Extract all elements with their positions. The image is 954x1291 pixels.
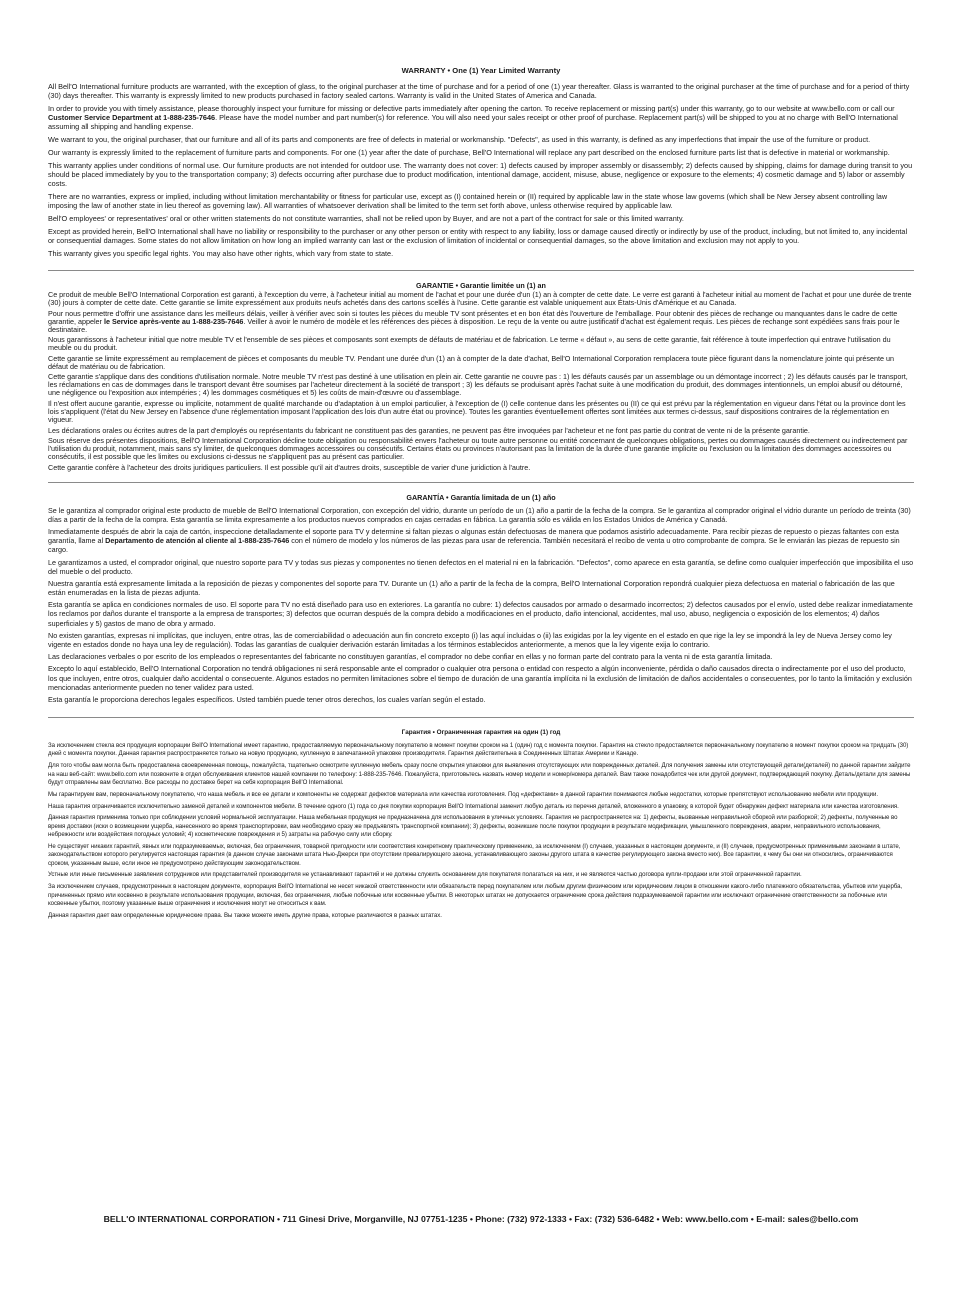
section-divider	[48, 270, 914, 271]
spanish-paragraph: Esta garantía se aplica en condiciones normales de uso. El soporte para TV no está diseñado para uso en exteriores. La garantía no cubre: 1) defectos causados por armado o desarmado incorrectos; 2) defectos causados por el envío, usted debe realizar inmediatamente los reclamos por daños durante el transporte a la empresa de transportes; 3) defectos que ocurran después de la compra debido a modificaciones en el producto, daño intencional, accidentes, mal uso, abuso, negligencia o exposición de los elementos; 4) daños superficiales y 5) gastos de mano de obra y armado.	[48, 600, 913, 628]
french-paragraph: Cette garantie s'applique dans des conditions d'utilisation normale. Notre meuble TV n'est pas destiné à une utilisation en plein air. Cette garantie ne couvre pas : 1) les défauts causés par un assemblage ou un démontage incorrect ; 2) les défauts causés par le transport, les réclamations en cas de dommages dans le transport devant être soumises par l'acheteur directement à la société de transport ; 3) les défauts se produisant après l'achat suite à une modification du produit, des dommages intentionnels, un emploi abusif ou détourné, une négligence ou l'exposition aux intempéries ; 4) les dommages cosmétiques et 5) les coûts de main-d'œuvre ou d'assemblage.	[48, 372, 908, 398]
company-contact-footer: BELL'O INTERNATIONAL CORPORATION • 711 Ginesi Drive, Morganville, NJ 07751-1235 • Phone: (732) 972-1333 • Fax: (732) 536-6482 • Web: www.bello.com • E-mail: sales@bello.com	[103, 1214, 859, 1224]
spanish-warranty-title: GARANTÍA • Garantía limitada de un (1) año	[406, 492, 556, 502]
spanish-paragraph: Nuestra garantía está expresamente limitada a la reposición de piezas y componentes del soporte para TV. Durante un (1) año a partir de la fecha de la compra, Bell'O International Corporation repondrá cualquier pieza defectuosa en material o fabricación de las que están enumeradas en la lista de piezas adjunta.	[48, 578, 895, 598]
russian-paragraph: Данная гарантия дает вам определенные юридические права. Вы также можете иметь другие права, которые различаются в разных штатах.	[48, 911, 442, 919]
french-paragraph: Pour nous permettre d'offrir une assistance dans les meilleurs délais, veiller à vérifier avec soin si toutes les pièces du meuble TV sont présentes et en bon état dès l'ouverture de l'emballage. Pour obtenir des pièces de rechange ou manquantes dans le cadre de cette garantie, appeler le Service après-vente au 1-888-235-7646. Veiller à avoir le numéro de modèle et les références des pièces à disposition. Le reçu de la vente ou autre justificatif d'achat est également requis. Les pièces de rechange sont expédiées sans frais pour le destinataire.	[48, 308, 900, 334]
english-paragraph: All Bell'O International furniture products are warranted, with the exception of glass, to the original purchaser at the time of purchase and for a period of one (1) year thereafter. Glass is warranted to the original purchaser at the time of purchase and for a period of thirty (30) days thereafter. This warranty is expressly limited to new products purchased in factory sealed cartons. Warranty is valid in the United States of America and Canada.	[48, 82, 910, 100]
russian-paragraph: Не существует никаких гарантий, явных или подразумеваемых, включая, без ограничения, товарной пригодности или соответствия конкретному практическому применению, за исключением (I) случаев, указанных в настоящем документе, и (II) случаев, предусмотренных применимыми законами в штате, законодательством которого регулируется настоящая гарантия (в данном случае законами штата Нью-Джерси при отсутствии превалирующего закона, устанавливающего законы другого штата в качестве регулирующего закона вместо них). Все гарантии, к чему бы они ни относились, ограничиваются сроком, указанным выше, если иное не предусмотрено действующим законодательством.	[48, 842, 901, 867]
customer-service-phone: le Service après-vente au 1-888-235-7646	[103, 316, 244, 326]
english-paragraph: We warrant to you, the original purchaser, that our furniture and all of its parts and components are free of defects in material or workmanship. "Defects", as used in this warranty, is defined as any imperfections that impair the use of the furniture or product.	[48, 134, 871, 144]
english-warranty-title: WARRANTY • One (1) Year Limited Warranty	[401, 66, 561, 75]
french-paragraph: Nous garantissons à l'acheteur initial que notre meuble TV et l'ensemble de ses pièces et composants sont exempts de défauts de matériau et de fabrication. Le terme « défaut », au sens de cette garantie, fait référence à toute imperfection qui entrave l'utilisation du meuble ou du produit.	[48, 335, 891, 353]
french-paragraph: Cette garantie se limite expressément au remplacement de pièces et composants du meuble TV. Pendant une durée d'un (1) an à compter de la date d'achat, Bell'O International Corporation remplacera toute pièce figurant dans la nomenclature jointe qui présente un défaut de matériau ou de fabrication.	[48, 353, 894, 371]
english-warranty-section	[48, 66, 914, 259]
french-paragraph: Il n'est offert aucune garantie, expresse ou implicite, notamment de qualité marchande ou d'adaptation à un emploi particulier, à l'exception de (I) celle contenue dans les présentes ou (II) ce qui est prévu par la réglementation en vigueur dans l'état ou la province dont les lois s'appliquent (l'état du New Jersey en l'absence d'une réglementation imposant l'application des lois d'un autre état ou province). Toutes les garanties éventuellement offertes sont limitées aux termes ci-dessus, sauf dispositions contraires de la réglementation en vigueur.	[48, 398, 906, 424]
french-warranty-section	[48, 281, 914, 472]
russian-paragraph: За исключением случаев, предусмотренных в настоящем документе, корпорация Bell'O International не несет никакой ответственности или обязательств перед покупателем или любым другим физическим или юридическим лицом в отношении какого-либо платежного обязательства, убытков или ущерба, причиненных прямо или косвенно в результате использования продукции, включая, без ограничения, любые побочные или косвенные убытки. В некоторых штатах не допускается ограничение срока действия подразумеваемой гарантии или исключают ограничение ответственности за побочные или косвенные убытки, поэтому указанные выше ограничения и исключения могут не относиться к вам.	[48, 883, 903, 907]
english-paragraph: In order to provide you with timely assistance, please thoroughly inspect your furniture for missing or defective parts immediately after opening the carton. To receive replacement or missing part(s) under this warranty, go to our website at www.bello.com or call our Customer Service Department at 1-888-235-7646. Please have the model number and part number(s) for reference. You will also need your sales receipt or other proof of purchase. Replacement part(s) will be shipped to you at no charge with Bell'O International assuming all shipping and handling expense.	[48, 104, 898, 131]
spanish-paragraph: No existen garantías, expresas ni implícitas, que incluyen, entre otras, las de comerciabilidad o adecuación aun fin concreto excepto (i) las aquí incluidas o (ii) las exigidas por la ley vigente en el estado en que rige la ley se impondrá la ley de Nueva Jersey como ley vigente en estados donde no haya una ley de regulación). Todas las garantías de cualquier derivación estarán limitadas a los términos establecidos anteriormente, a menos que la ley vigente exija lo contrario.	[48, 630, 892, 649]
french-paragraph: Les déclarations orales ou écrites autres de la part d'employés ou représentants du fabricant ne constituent pas des garanties, ne peuvent pas être invoquées par l'acheteur et ne font pas partie du contrat de vente ni de la présente garantie.	[48, 425, 810, 435]
french-paragraph: Cette garantie confère à l'acheteur des droits juridiques particuliers. Il est possible qu'il ait d'autres droits, susceptible de varier d'une juridiction à l'autre.	[48, 462, 531, 472]
customer-service-phone: Customer Service Department at 1-888-235-7646	[48, 112, 216, 122]
english-paragraph: This warranty gives you specific legal rights. You may also have other rights, which vary from state to state.	[48, 249, 394, 259]
customer-service-phone: Departamento de atención al cliente al 1-888-235-7646	[105, 536, 290, 546]
spanish-paragraph: Se le garantiza al comprador original este producto de mueble de Bell'O International Corporation, con excepción del vidrio, durante un período de un (1) año a partir de la fecha de la compra. Se le garantiza al comprador original el vidrio durante un período de treinta (30) días a partir de la fecha de la compra. Esta garantía se limita expresamente a los productos nuevos comprados en cajas cerradas en fábrica. La garantía sólo es válida en los Estados Unidos de América y Canadá.	[48, 505, 911, 524]
english-paragraph: Except as provided herein, Bell'O International shall have no liability or responsibility to the purchaser or any other person or entity with respect to any liability, loss or damage caused directly or indirectly by use of the product, including, but not limited to, any incidental or consequential damages. Some states do not allow limitation on how long an implied warranty can last or the exclusion of limitation of incidental or consequential damages, so the above limitation and exclusion may not apply to you.	[48, 227, 908, 245]
russian-paragraph: За исключением стекла вся продукция корпорации Bell'O International имеет гарантию, предоставляемую первоначальному покупателю в момент покупки сроком на 1 (один) год с момента покупки. Гарантия на стекло предоставляется первоначальному покупателю в момент покупки сроком на тридцать (30) дней с момента покупки. Данная гарантия распространяется только на новую продукцию, купленную в запечатанной упаковке производителя. Гарантия действительна в Соединенных Штатах Америки и Канаде.	[48, 742, 909, 758]
warranty-document	[48, 66, 914, 924]
section-divider	[48, 717, 914, 718]
section-divider	[48, 482, 914, 483]
spanish-paragraph: Las declaraciones verbales o por escrito de los empleados o representantes del fabricante no constituyen garantías, el comprador no debe confiar en ellas y no forman parte del contrato para la venta ni de esta garantía limitada.	[48, 652, 773, 662]
english-paragraph: There are no warranties, express or implied, including without limitation merchantability or fitness for particular use, except as (I) contained herein or (II) required by applicable law in the state whose law governs (which shall be New Jersey absent controlling law imposing the law of another state in lieu thereof as governing law). All warranties of whatsoever derivation shall be limited to the term set forth above, unless otherwise required by applicable law.	[48, 192, 888, 210]
french-paragraph: Sous réserve des présentes dispositions, Bell'O International Corporation décline toute obligation ou responsabilité envers l'acheteur ou toute autre personne ou entité concernant de quelconques obligations, pertes ou dommages causés directement ou indirectement par l'utilisation du produit, notamment, mais sans s'y limiter, de quelconques dommages accessoires ou consécutifs. Certains états ou provinces n'autorisant pas la limitation de la durée d'une garantie implicite ou l'exclusion ou la limitation des dommages accessoires ou consécutifs, il est possible que les limites ou exclusions ci-dessus ne s'appliquent pas au présent cas particulier.	[48, 436, 908, 462]
spanish-paragraph: Esta garantía le proporciona derechos legales específicos. Usted también puede tener otros derechos, los cuales varían según el estado.	[48, 694, 486, 704]
spanish-warranty-section	[48, 493, 914, 704]
english-paragraph: Our warranty is expressly limited to the replacement of furniture parts and components. For one (1) year after the date of purchase, Bell'O International will replace any part described on the enclosed furniture parts list that is defective in material or workmanship.	[48, 148, 890, 157]
russian-paragraph: Данная гарантия применима только при соблюдении условий нормальной эксплуатации. Наша мебельная продукция не предназначена для использования в уличных условиях. Гарантия не распространяется на: 1) дефекты, вызванные неправильной сборкой или разборкой; 2) дефекты, полученные во время доставки (иски о возмещении ущерба, нанесенного во время транспортировки, вам необходимо сразу же предъявлять транспортной компании); 3) дефекты, возникшие после покупки продукции в результате модификации, умышленного повреждения, аварии, неправильного использования, небрежности или воздействия погодных условий; 4) косметические повреждения и 5) затраты на рабочую силу или сборку.	[48, 814, 898, 839]
spanish-paragraph: Excepto lo aquí establecido, Bell'O International Corporation no tendrá obligaciones ni será responsable ante el comprador o cualquier otra persona o entidad con respecto a algún inconveniente, pérdida o daño causados directa o indirectamente por el uso del producto, los que incluyen, entre otros, cualquier daño accidental o consecuente. Algunos estados no permiten limitaciones sobre el tiempo de duración de una garantía implícita ni la exclusión de limitación de daños accidentales o consecuentes, por lo tanto la limitación y exclusión mencionadas anteriormente pueden no tener validez para usted.	[48, 664, 912, 692]
russian-paragraph: Для того чтобы вам могла быть предоставлена своевременная помощь, пожалуйста, тщательно осмотрите купленную мебель сразу после открытия упаковки для выявления отсутствующих или поврежденных деталей. Для получения замены или отсутствующей детали(деталей) по данной гарантии зайдите на наш веб-сайт: www.bello.com или позвоните в отдел обслуживания клиентов нашей компании по телефону: 1-888-235-7646. Пожалуйста, приготовьтесь назвать номер модели и номер/номера деталей. Вам также понадобится чек или другой документ, подтверждающий покупку. Деталь/детали для замены будут отправлены вам бесплатно. Все расходы по доставке берет на себя корпорация Bell'O International.	[48, 762, 911, 786]
french-paragraph: Ce produit de meuble Bell'O International Corporation est garanti, à l'exception du verre, à l'acheteur initial au moment de l'achat et pour une durée d'un (1) an à compter de cette date. Le verre est garanti à l'acheteur initial au moment de l'achat et pour une durée de trente (30) jours à compter de cette date. Cette garantie se limite expressément aux produits neufs achetés dans des cartons scellés à l'usine. Cette garantie est valable uniquement aux États-Unis d'Amérique et au Canada.	[48, 290, 912, 307]
russian-paragraph: Устные или иные письменные заявления сотрудников или представителей производителя не устанавливают гарантий и не должны служить основанием для покупателя полагаться на них, и не являются частью договора купли-продажи или этой ограниченной гарантии.	[48, 871, 802, 879]
spanish-paragraph: Le garantizamos a usted, el comprador original, que nuestro soporte para TV y todas sus piezas y componentes no tienen defectos en el material ni en la fabricación. "Defectos", como aparece en esta garantía, se define como cualquier imperfección que imposibilita el uso del mueble o del producto.	[48, 557, 914, 576]
russian-warranty-title: Гарантия • Ограниченная гарантия на один (1) год	[401, 729, 561, 737]
russian-paragraph: Мы гарантируем вам, первоначальному покупателю, что наша мебель и все ее детали и компоненты не содержат дефектов материала или качества изготовления. Под «дефектами» в данной гарантии понимаются любые недостатки, которые препятствуют использованию мебели или продукции.	[48, 790, 879, 798]
spanish-paragraph: Inmediatamente después de abrir la caja de cartón, inspeccione detalladamente el soporte para TV y determine si faltan piezas o algunas están defectuosas de manera que podamos asistirlo adecuadamente. Para recibir piezas de repuesto o piezas faltantes con esta garantía, llame al Departamento de atención al cliente al 1-888-235-7646 con el número de modelo y los números de las piezas para usar de referencia. También necesitará el recibo de venta u otro comprobante de compra. Se le enviarán las piezas de repuesto sin cargo.	[48, 527, 900, 555]
russian-paragraph: Наша гарантия ограничивается исключительно заменой деталей и компонентов мебели. В течение одного (1) года со дня покупки корпорация Bell'O International заменит любую деталь из перечня деталей, вложенного в упаковку, в которой будет обнаружен дефект материала или качества изготовления.	[48, 802, 899, 810]
french-warranty-title: GARANTIE • Garantie limitée un (1) an	[416, 281, 546, 290]
russian-warranty-section	[48, 728, 914, 920]
english-paragraph: Bell'O employees' or representatives' oral or other written statements do not constitute warranties, shall not be relied upon by Buyer, and are not a part of the contract for sale or this limited warranty.	[48, 214, 684, 223]
english-paragraph: This warranty applies under conditions of normal use. Our furniture products are not intended for outdoor use. The warranty does not cover: 1) defects caused by improper assembly or disassembly; 2) defects caused by shipping, claims for damage during transit to you should be placed immediately by you to the transportation company; 3) defects occurring after purchase due to product modification, intentional damage, accident, misuse, abuse, negligence or exposure to the elements; 4) cosmetic damage and 5) labor or assembly costs.	[48, 161, 913, 188]
